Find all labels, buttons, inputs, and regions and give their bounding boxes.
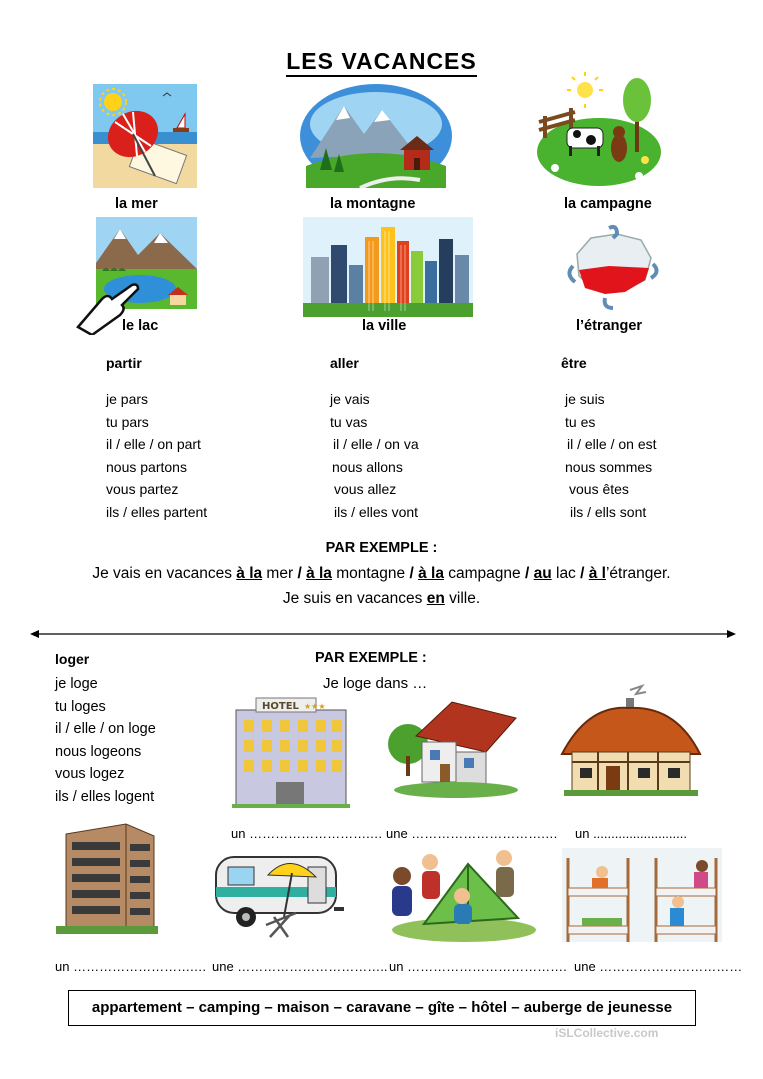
blank-cottage[interactable]: un .......................... (575, 826, 687, 841)
blank-camping[interactable]: un ………………………………. (389, 959, 567, 974)
countryside-icon (535, 72, 665, 190)
conjugation-line: tu pars (106, 413, 149, 430)
conjugation-line: tu es (565, 413, 596, 430)
conjugation-line: il / elle / on est (567, 436, 657, 453)
conjugation-line: je loge (55, 676, 98, 692)
conjugation-line: je suis (565, 391, 605, 407)
example2-heading: PAR EXEMPLE : (315, 650, 427, 666)
map-icon (565, 224, 660, 314)
blank-bunk-beds[interactable]: une …………………………… (574, 959, 743, 974)
conjugation-line: il / elle / on va (333, 436, 419, 453)
conjugation-line: je pars (106, 391, 149, 407)
conjugation-line: tu loges (55, 698, 106, 715)
apartment-building-icon (56, 822, 158, 934)
conjugation-line: ils / elles vont (334, 503, 419, 520)
blank-house[interactable]: une ………………………….… (386, 826, 558, 841)
beach-umbrella-icon (93, 84, 197, 188)
word-bank: appartement – camping – maison – caravane – gîte – hôtel – auberge de jeunesse (68, 990, 696, 1026)
divider-arrow (30, 627, 736, 641)
place-caption-montagne: la montagne (330, 196, 416, 212)
place-caption-etranger: l’étranger (576, 318, 643, 334)
blank-caravan[interactable]: une …………………………….. (212, 959, 388, 974)
svg-text:HOTEL: HOTEL (262, 701, 299, 712)
place-caption-campagne: la campagne (564, 196, 652, 212)
conjugation-aller (330, 388, 419, 524)
conjugation-line: il / elle / on loge (55, 721, 156, 738)
blank-hotel[interactable]: un ……………………….… (231, 826, 383, 841)
watermark: iSLCollective.com (555, 1026, 659, 1040)
camping-tent-icon (384, 846, 538, 942)
conjugation-line: vous êtes (569, 481, 629, 498)
conjugation-loger (55, 673, 156, 809)
conjugation-line: ils / elles partent (106, 503, 208, 520)
conjugation-line: vous logez (55, 766, 125, 783)
conjugation-line: nous sommes (565, 458, 653, 475)
conjugation-line: vous partez (106, 481, 179, 498)
house-icon (386, 696, 520, 800)
example-heading: PAR EXEMPLE : (325, 540, 438, 556)
city-icon (303, 217, 473, 317)
verb-infinitive-etre: être (561, 355, 587, 371)
bunk-beds-icon (562, 848, 722, 942)
conjugation-partir (106, 388, 207, 524)
conjugation-line: nous partons (106, 458, 187, 475)
verb-infinitive-loger: loger (55, 651, 90, 667)
verb-infinitive-aller: aller (330, 355, 359, 371)
svg-text:★★★: ★★★ (304, 702, 326, 711)
cottage-icon (558, 684, 704, 800)
conjugation-line: vous allez (334, 481, 397, 498)
conjugation-line: il / elle / on part (106, 436, 201, 453)
example-sentence-2: Je suis en vacances en ville. (282, 590, 481, 607)
conjugation-line: ils / ells sont (570, 503, 647, 520)
conjugation-line: nous allons (332, 458, 403, 475)
example-sentence-1: Je vais en vacances à la mer / à la montagne / à la campagne / au lac / à l’étranger. (92, 565, 671, 582)
conjugation-line: ils / elles logent (55, 788, 155, 805)
example2-intro: Je loge dans … (323, 675, 428, 692)
place-caption-mer: la mer (115, 196, 158, 212)
place-caption-ville: la ville (362, 318, 407, 334)
verb-infinitive-partir: partir (106, 355, 142, 371)
hotel-icon (232, 694, 350, 808)
page-title: LES VACANCES (0, 48, 763, 75)
conjugation-line: tu vas (330, 413, 368, 430)
blank-apartment[interactable]: un ……………………….… (55, 959, 207, 974)
place-caption-lac: le lac (122, 318, 159, 334)
mountain-icon (300, 84, 452, 188)
caravan-icon (210, 843, 344, 943)
conjugation-etre (565, 388, 657, 524)
conjugation-line: nous logeons (55, 743, 142, 760)
conjugation-line: je vais (330, 391, 370, 407)
